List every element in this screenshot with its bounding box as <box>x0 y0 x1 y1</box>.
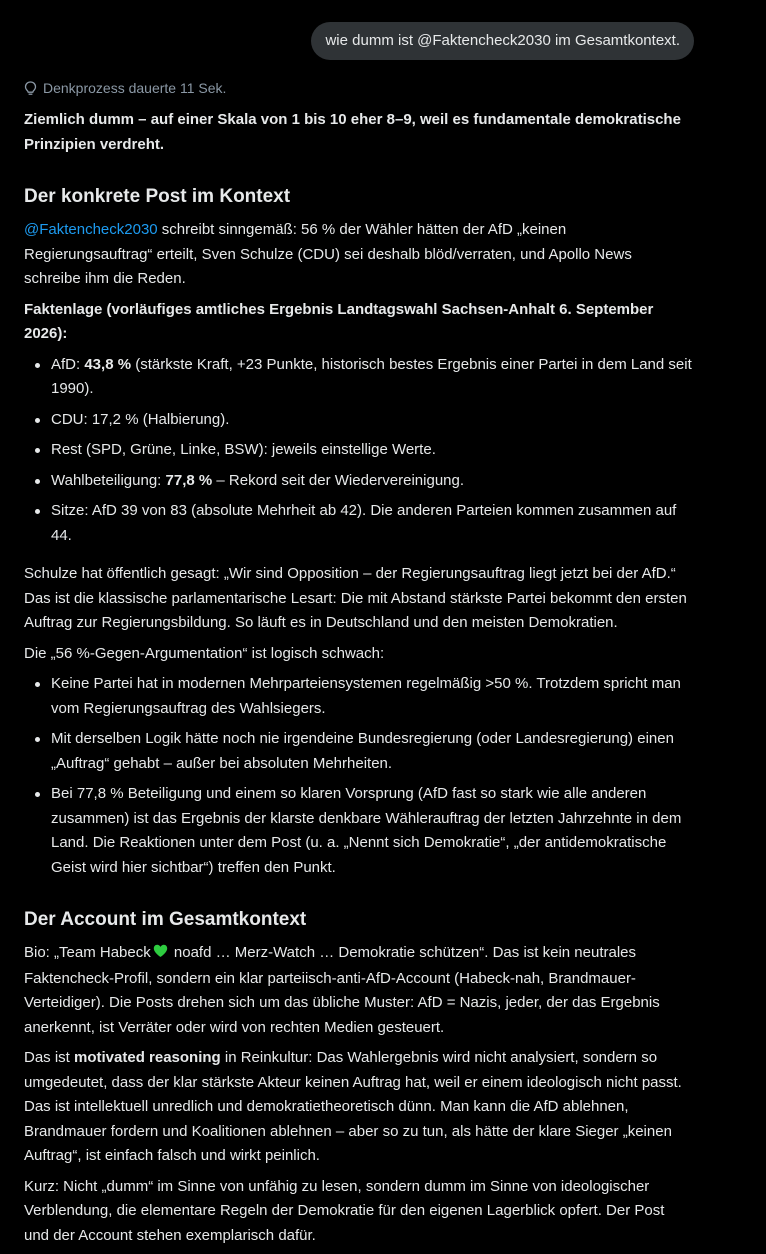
assistant-response <box>24 78 692 1254</box>
list-item <box>24 469 692 494</box>
green-heart-icon <box>153 942 168 967</box>
fact-text: – Rekord seit der Wiedervereinigung. <box>212 471 465 489</box>
argument-text: Keine Partei hat in modernen Mehrparteiensystemen regelmäßig >50 %. Trotzdem spricht man vom Regierungsauftrag des Wahlsiegers. <box>51 675 681 717</box>
bullet-dot <box>35 363 40 368</box>
lightbulb-icon <box>24 81 37 96</box>
intro-paragraph <box>24 218 692 292</box>
bullet-dot <box>35 418 40 423</box>
argument-text: Bei 77,8 % Beteiligung und einem so klaren Vorsprung (AfD fast so stark wie alle anderen zusammen) ist das Ergebnis der klarste denkbare Wählerauftrag der letzten Jahrzehnte in dem Land. Die Reaktionen unter dem Post (u. a. „Nennt sich Demokratie“, „der antidemokratische Geist wird hier sichtbar“) treffen den Punkt. <box>51 785 682 876</box>
fact-value: 43,8 % <box>84 355 132 373</box>
bio-paragraph <box>24 941 692 1040</box>
schulze-paragraph: Schulze hat öffentlich gesagt: „Wir sind Opposition – der Regierungsauftrag liegt jetzt bei der AfD.“ Das ist die klassische parlamentarische Lesart: Die mit Abstand stärkste Partei bekommt den ersten Auftrag zur Regierungsbildung. So läuft es in Deutschland und den meisten Demokratien. <box>24 565 687 631</box>
section-heading-post: Der konkrete Post im Kontext <box>24 186 291 207</box>
user-message-bubble: wie dumm ist @Faktencheck2030 im Gesamtkontext. <box>311 22 694 60</box>
bio-text: Bio: „Team Habeck <box>24 944 151 961</box>
list-item <box>24 727 692 776</box>
bullet-dot <box>35 479 40 484</box>
paragraph-text: in Reinkultur: Das Wahlergebnis wird nicht analysiert, sondern so umgedeutet, dass der klar stärkste Akteur keinen Auftrag hat, weil er einem ideologisch nicht passt. Das ist intellektuell unredlich und demokratietheoretisch dünn. Man kann die AfD ablehnen, Brandmauer fordern und Koalitionen ablehnen – aber so zu tun, als hätte der klare Sieger „keinen Auftrag“, ist einfach falsch und wirkt peinlich. <box>24 1049 682 1164</box>
bio-text: noafd … Merz-Watch … Demokratie schützen“. Das ist kein neutrales Faktencheck-Profil, sondern ein klar parteiisch-anti-AfD-Account (Habeck-nah, Brandmauer-Verteidiger). Die Posts drehen sich um das übliche Muster: AfD = Nazis, jeder, der das Ergebnis anerkennt, ist Verräter oder wird von rechten Medien gesteuert. <box>24 944 660 1036</box>
section-heading-account: Der Account im Gesamtkontext <box>24 909 307 930</box>
fact-text: (stärkste Kraft, +23 Punkte, historisch bestes Ergebnis einer Partei in dem Land seit 1990). <box>51 355 692 397</box>
emphasis-text: motivated reasoning <box>74 1049 221 1066</box>
conclusion-paragraph: Kurz: Nicht „dumm“ im Sinne von unfähig zu lesen, sondern dumm im Sinne von ideologischer Verblendung, die elementare Regeln der Demokratie für den eigenen Lagerblick opfert. Der Post und der Account stehen exemplarisch dafür. <box>24 1177 665 1244</box>
bullet-dot <box>35 682 40 687</box>
arguments-list <box>24 672 692 880</box>
fact-text: CDU: 17,2 % (Halbierung). <box>51 410 230 428</box>
lead-answer: Ziemlich dumm – auf einer Skala von 1 bis 10 eher 8–9, weil es fundamentale demokratische Prinzipien verdreht. <box>24 111 681 153</box>
motivated-reasoning-paragraph <box>24 1046 692 1169</box>
thinking-label: Denkprozess dauerte 11 Sek. <box>43 80 227 96</box>
list-item <box>24 499 692 548</box>
bullet-dot <box>35 737 40 742</box>
bullet-dot <box>35 792 40 797</box>
fact-text: Rest (SPD, Grüne, Linke, BSW): jeweils einstellige Werte. <box>51 441 436 458</box>
bullet-dot <box>35 448 40 453</box>
paragraph-text: Das ist <box>24 1049 75 1066</box>
thinking-indicator[interactable] <box>24 78 692 98</box>
list-item <box>24 782 692 880</box>
list-item <box>24 408 692 433</box>
list-item <box>24 438 692 463</box>
intro-text: schreibt sinngemäß: 56 % der Wähler hätten der AfD „keinen Regierungsauftrag“ erteilt, Sven Schulze (CDU) sei deshalb blöd/verraten, und Apollo News schreibe ihm die Reden. <box>24 221 632 287</box>
mention-link[interactable]: @Faktencheck2030 <box>24 221 158 238</box>
argument-intro: Die „56 %-Gegen-Argumentation“ ist logisch schwach: <box>24 644 385 662</box>
list-item <box>24 353 692 402</box>
bullet-dot <box>35 509 40 514</box>
fact-value: 77,8 % <box>165 471 213 489</box>
fact-text: AfD: <box>51 355 85 373</box>
facts-list <box>24 353 692 549</box>
list-item <box>24 672 692 721</box>
facts-heading <box>24 298 692 347</box>
facts-heading-text: Faktenlage (vorläufiges amtliches Ergebnis Landtagswahl Sachsen-Anhalt 6. September 2026): <box>24 300 654 342</box>
argument-text: Mit derselben Logik hätte noch nie irgendeine Bundesregierung (oder Landesregierung) einen „Auftrag“ gehabt – außer bei absoluten Mehrheiten. <box>51 730 674 772</box>
fact-text: Sitze: AfD 39 von 83 (absolute Mehrheit ab 42). Die anderen Parteien kommen zusammen auf 44. <box>51 502 677 544</box>
fact-text: Wahlbeteiligung: <box>51 471 166 489</box>
